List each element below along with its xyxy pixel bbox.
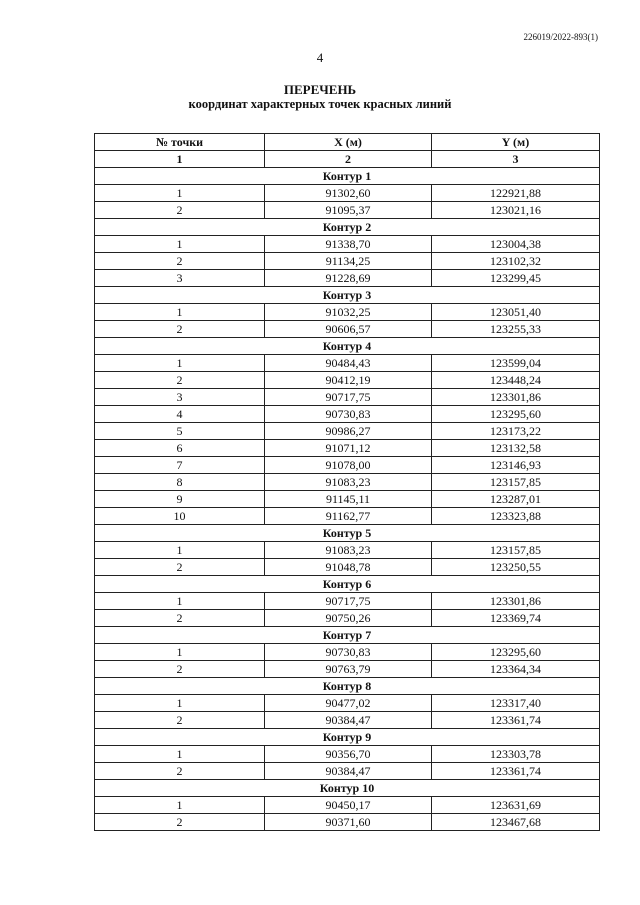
column-header-point: № точки (95, 134, 265, 151)
y-coordinate-cell: 123173,22 (432, 423, 600, 440)
x-coordinate-cell: 91095,37 (265, 202, 432, 219)
x-coordinate-cell: 90450,17 (265, 797, 432, 814)
y-coordinate-cell: 123146,93 (432, 457, 600, 474)
table-row (95, 474, 600, 491)
contour-label: Контур 8 (95, 678, 600, 695)
table-row (95, 559, 600, 576)
y-coordinate-cell: 123631,69 (432, 797, 600, 814)
contour-heading-row (95, 287, 600, 304)
x-coordinate-cell: 91145,11 (265, 491, 432, 508)
x-coordinate-cell: 91302,60 (265, 185, 432, 202)
y-coordinate-cell: 123301,86 (432, 593, 600, 610)
coordinates-table (94, 133, 600, 831)
y-coordinate-cell: 123317,40 (432, 695, 600, 712)
point-number-cell: 2 (95, 610, 265, 627)
table-row (95, 508, 600, 525)
contour-label: Контур 9 (95, 729, 600, 746)
point-number-cell: 2 (95, 712, 265, 729)
y-coordinate-cell: 123287,01 (432, 491, 600, 508)
point-number-cell: 7 (95, 457, 265, 474)
y-coordinate-cell: 123448,24 (432, 372, 600, 389)
y-coordinate-cell: 123369,74 (432, 610, 600, 627)
y-coordinate-cell: 123051,40 (432, 304, 600, 321)
column-number: 1 (95, 151, 265, 168)
y-coordinate-cell: 123250,55 (432, 559, 600, 576)
contour-label: Контур 7 (95, 627, 600, 644)
table-row (95, 202, 600, 219)
y-coordinate-cell: 123255,33 (432, 321, 600, 338)
column-header-y: Y (м) (432, 134, 600, 151)
table-row (95, 270, 600, 287)
point-number-cell: 2 (95, 661, 265, 678)
x-coordinate-cell: 90356,70 (265, 746, 432, 763)
x-coordinate-cell: 90986,27 (265, 423, 432, 440)
point-number-cell: 3 (95, 389, 265, 406)
point-number-cell: 1 (95, 746, 265, 763)
point-number-cell: 2 (95, 559, 265, 576)
x-coordinate-cell: 90412,19 (265, 372, 432, 389)
table-row (95, 644, 600, 661)
table-row (95, 814, 600, 831)
y-coordinate-cell: 123021,16 (432, 202, 600, 219)
x-coordinate-cell: 91134,25 (265, 253, 432, 270)
point-number-cell: 1 (95, 355, 265, 372)
contour-heading-row (95, 219, 600, 236)
page-title: ПЕРЕЧЕНЬ (283, 82, 357, 97)
y-coordinate-cell: 123157,85 (432, 474, 600, 491)
point-number-cell: 2 (95, 763, 265, 780)
table-row (95, 253, 600, 270)
table-row (95, 185, 600, 202)
table-row (95, 763, 600, 780)
table-row (95, 593, 600, 610)
table-row (95, 440, 600, 457)
y-coordinate-cell: 123599,04 (432, 355, 600, 372)
y-coordinate-cell: 123364,34 (432, 661, 600, 678)
x-coordinate-cell: 91071,12 (265, 440, 432, 457)
y-coordinate-cell: 123004,38 (432, 236, 600, 253)
y-coordinate-cell: 123361,74 (432, 712, 600, 729)
contour-heading-row (95, 780, 600, 797)
x-coordinate-cell: 91083,23 (265, 542, 432, 559)
x-coordinate-cell: 90730,83 (265, 406, 432, 423)
table-row (95, 355, 600, 372)
x-coordinate-cell: 91048,78 (265, 559, 432, 576)
x-coordinate-cell: 91083,23 (265, 474, 432, 491)
table-row (95, 457, 600, 474)
contour-heading-row (95, 729, 600, 746)
point-number-cell: 2 (95, 253, 265, 270)
point-number-cell: 2 (95, 202, 265, 219)
contour-label: Контур 4 (95, 338, 600, 355)
y-coordinate-cell: 123157,85 (432, 542, 600, 559)
point-number-cell: 4 (95, 406, 265, 423)
y-coordinate-cell: 123467,68 (432, 814, 600, 831)
column-number: 3 (432, 151, 600, 168)
table-row (95, 661, 600, 678)
point-number-cell: 1 (95, 797, 265, 814)
point-number-cell: 1 (95, 695, 265, 712)
y-coordinate-cell: 123295,60 (432, 644, 600, 661)
table-row (95, 712, 600, 729)
point-number-cell: 3 (95, 270, 265, 287)
point-number-cell: 6 (95, 440, 265, 457)
column-number: 2 (265, 151, 432, 168)
x-coordinate-cell: 91078,00 (265, 457, 432, 474)
x-coordinate-cell: 90763,79 (265, 661, 432, 678)
point-number-cell: 1 (95, 542, 265, 559)
x-coordinate-cell: 90606,57 (265, 321, 432, 338)
table-row (95, 321, 600, 338)
contour-label: Контур 2 (95, 219, 600, 236)
contour-label: Контур 10 (95, 780, 600, 797)
point-number-cell: 1 (95, 185, 265, 202)
page-number: 4 (316, 50, 324, 65)
document-code: 226019/2022-893(1) (523, 32, 598, 42)
x-coordinate-cell: 90384,47 (265, 763, 432, 780)
x-coordinate-cell: 90750,26 (265, 610, 432, 627)
table-row (95, 797, 600, 814)
table-row (95, 491, 600, 508)
table-row (95, 406, 600, 423)
contour-heading-row (95, 678, 600, 695)
table-row (95, 423, 600, 440)
x-coordinate-cell: 90717,75 (265, 389, 432, 406)
y-coordinate-cell: 122921,88 (432, 185, 600, 202)
table-row (95, 389, 600, 406)
point-number-cell: 1 (95, 304, 265, 321)
table-header-row (95, 134, 600, 151)
contour-heading-row (95, 168, 600, 185)
point-number-cell: 5 (95, 423, 265, 440)
y-coordinate-cell: 123361,74 (432, 763, 600, 780)
x-coordinate-cell: 91162,77 (265, 508, 432, 525)
contour-label: Контур 1 (95, 168, 600, 185)
y-coordinate-cell: 123132,58 (432, 440, 600, 457)
x-coordinate-cell: 90717,75 (265, 593, 432, 610)
contour-heading-row (95, 338, 600, 355)
point-number-cell: 10 (95, 508, 265, 525)
x-coordinate-cell: 90484,43 (265, 355, 432, 372)
x-coordinate-cell: 90730,83 (265, 644, 432, 661)
table-body (95, 168, 600, 831)
contour-heading-row (95, 576, 600, 593)
table-row (95, 236, 600, 253)
point-number-cell: 2 (95, 321, 265, 338)
page-subtitle: координат характерных точек красных линий (188, 97, 452, 111)
column-header-x: X (м) (265, 134, 432, 151)
table-row (95, 746, 600, 763)
table-row (95, 695, 600, 712)
point-number-cell: 1 (95, 236, 265, 253)
table-row (95, 372, 600, 389)
x-coordinate-cell: 90384,47 (265, 712, 432, 729)
table-row (95, 304, 600, 321)
y-coordinate-cell: 123301,86 (432, 389, 600, 406)
point-number-cell: 9 (95, 491, 265, 508)
contour-heading-row (95, 627, 600, 644)
contour-heading-row (95, 525, 600, 542)
y-coordinate-cell: 123299,45 (432, 270, 600, 287)
point-number-cell: 1 (95, 593, 265, 610)
x-coordinate-cell: 91032,25 (265, 304, 432, 321)
x-coordinate-cell: 90371,60 (265, 814, 432, 831)
point-number-cell: 8 (95, 474, 265, 491)
x-coordinate-cell: 90477,02 (265, 695, 432, 712)
y-coordinate-cell: 123295,60 (432, 406, 600, 423)
point-number-cell: 2 (95, 372, 265, 389)
table-row (95, 610, 600, 627)
contour-label: Контур 6 (95, 576, 600, 593)
y-coordinate-cell: 123102,32 (432, 253, 600, 270)
y-coordinate-cell: 123323,88 (432, 508, 600, 525)
point-number-cell: 2 (95, 814, 265, 831)
contour-label: Контур 5 (95, 525, 600, 542)
column-number-row (95, 151, 600, 168)
y-coordinate-cell: 123303,78 (432, 746, 600, 763)
table-row (95, 542, 600, 559)
contour-label: Контур 3 (95, 287, 600, 304)
x-coordinate-cell: 91228,69 (265, 270, 432, 287)
x-coordinate-cell: 91338,70 (265, 236, 432, 253)
point-number-cell: 1 (95, 644, 265, 661)
